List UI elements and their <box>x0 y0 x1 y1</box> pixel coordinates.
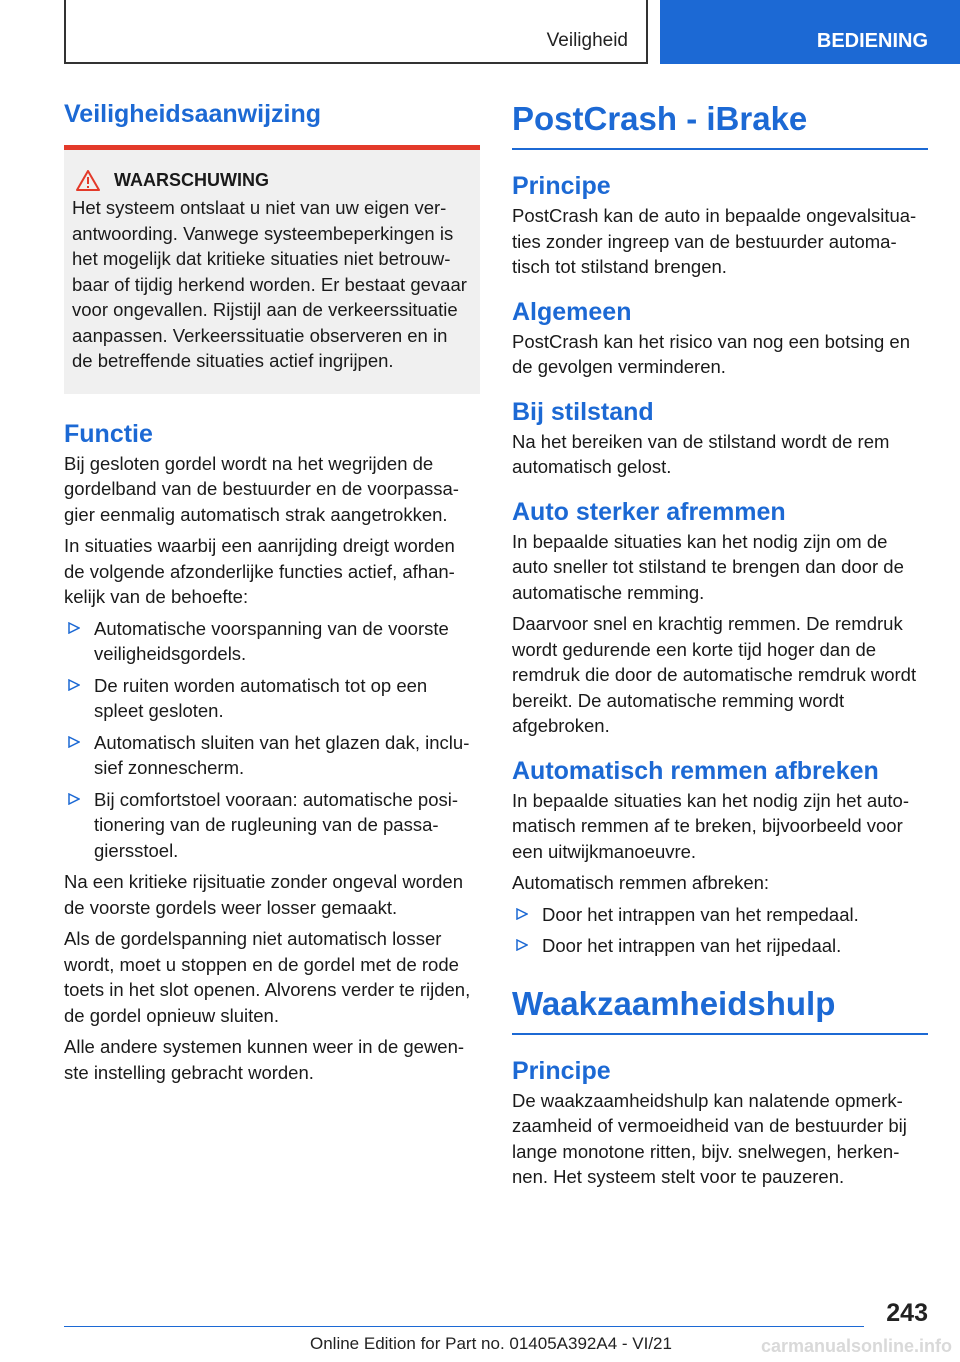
triangle-bullet-icon <box>68 793 80 805</box>
header-chapter-tab <box>660 0 960 64</box>
warning-text: Het systeem ontslaat u niet van uw eigen verantwoording. Vanwege systeembeperkingen is het mogelijk dat kritieke situaties niet betrouwbaar of tijdig herkend worden. Er bestaat gevaar voor ongevallen. Rijstijl aan de verkeerssituatie aanpassen. Verkeerssituatie observeren en in de betreffende situaties actief ingrijpen. <box>72 197 467 371</box>
page-number: 243 <box>886 1299 928 1327</box>
triangle-bullet-icon <box>68 736 80 748</box>
list-item-text: Automatisch sluiten van het glazen dak, inclusief zonnescherm. <box>94 731 470 778</box>
list-item <box>64 730 480 781</box>
warning-box <box>64 150 480 394</box>
function-paragraph-5: Alle andere systemen kunnen weer in de gewenste instelling gebracht worden. <box>64 1036 465 1083</box>
footer-rule <box>64 1326 864 1327</box>
warning-triangle-icon <box>76 170 100 191</box>
watermark: carmanualsonline.info <box>760 1336 952 1356</box>
function-title: Functie <box>64 419 153 448</box>
function-list <box>64 616 480 864</box>
waak-principe-text: De waakzaamheidshulp kan nalatende opmerkzaamheid of vermoeidheid van de bestuurder bij lange monotone ritten, bijv. snelwegen, herkennen. Het systeem stelt voor te pauzeren. <box>512 1089 907 1187</box>
waak-principe-title: Principe <box>512 1056 611 1085</box>
list-item <box>64 616 480 667</box>
warning-label: WAARSCHUWING <box>114 170 269 190</box>
afremmen-paragraph-2: Daarvoor snel en krachtig remmen. De remdruk wordt gedurende een korte tijd hoger dan de remdruk die door de automatische remdruk wordt bereikt. De automatische remming wordt afgebroken. <box>512 613 917 736</box>
waakzaamheid-title: Waakzaamheidshulp <box>512 984 836 1022</box>
principe-title: Principe <box>512 172 611 200</box>
header-section-box <box>64 0 648 64</box>
header-chapter-label: BEDIENING <box>816 30 928 52</box>
afbreken-title: Automatisch remmen afbreken <box>512 756 879 785</box>
afbreken-paragraph-1: In bepaalde situaties kan het nodig zijn het automatisch remmen af te breken, bijvoorbeeld voor een uitwijkmanoeuvre. <box>512 789 910 862</box>
function-paragraph-2: In situaties waarbij een aanrijding dreigt worden de volgende afzonderlijke functies actief, afhankelijk van de behoefte: <box>64 535 455 607</box>
triangle-bullet-icon <box>68 622 80 634</box>
header-section-label: Veiligheid <box>546 30 628 51</box>
afremmen-paragraph-1: In bepaalde situaties kan het nodig zijn om de auto sneller tot stilstand te brengen dan door de automatische remming. <box>512 530 904 603</box>
list-item <box>64 787 480 864</box>
safety-title: Veiligheidsaanwijzing <box>64 100 322 128</box>
warning-heading <box>72 170 470 191</box>
postcrash-rule <box>512 148 928 150</box>
list-item <box>64 673 480 724</box>
list-item-text: Door het intrappen van het rijpedaal. <box>542 935 842 956</box>
triangle-bullet-icon <box>516 939 528 951</box>
list-item <box>512 902 928 928</box>
function-paragraph-4: Als de gordelspanning niet automatisch losser wordt, moet u stoppen en de gordel met de rode toets in het slot openen. Alvorens verder te rijden, de gordel opnieuw sluiten. <box>64 928 471 1026</box>
afbreken-list <box>512 902 928 959</box>
afremmen-title: Auto sterker afremmen <box>512 497 786 526</box>
triangle-bullet-icon <box>516 908 528 920</box>
list-item-text: Bij comfortstoel vooraan: automatische positionering van de rugleuning van de passagiersstoel. <box>94 788 459 861</box>
list-item-text: Automatische voorspanning van de voorste veiligheidsgordels. <box>94 617 449 664</box>
algemeen-title: Algemeen <box>512 297 632 326</box>
principe-text: PostCrash kan de auto in bepaalde ongevalsituaties zonder ingreep van de bestuurder automatisch tot stilstand brengen. <box>512 205 917 277</box>
list-item-text: De ruiten worden automatisch tot op een spleet gesloten. <box>94 674 428 721</box>
left-column <box>64 100 480 1085</box>
edition-text: Online Edition for Part no. 01405A392A4 - VI/21 <box>310 1334 672 1353</box>
stilstand-text: Na het bereiken van de stilstand wordt de rem automatisch gelost. <box>512 430 890 477</box>
function-paragraph-1: Bij gesloten gordel wordt na het wegrijden de gordelband van de bestuurder en de voorpassagier eenmalig automatisch strak aangetrokken. <box>64 452 459 525</box>
algemeen-text: PostCrash kan het risico van nog een botsing en de gevolgen verminderen. <box>512 330 910 377</box>
postcrash-title: PostCrash - iBrake <box>512 100 808 137</box>
triangle-bullet-icon <box>68 679 80 691</box>
stilstand-title: Bij stilstand <box>512 397 654 426</box>
afbreken-paragraph-2: Automatisch remmen afbreken: <box>512 872 770 893</box>
function-paragraph-3: Na een kritieke rijsituatie zonder ongeval worden de voorste gordels weer losser gemaakt. <box>64 871 463 918</box>
right-column <box>512 100 928 1190</box>
list-item-text: Door het intrappen van het rempedaal. <box>542 903 859 925</box>
list-item <box>512 933 928 959</box>
waakzaamheid-rule <box>512 1033 928 1035</box>
